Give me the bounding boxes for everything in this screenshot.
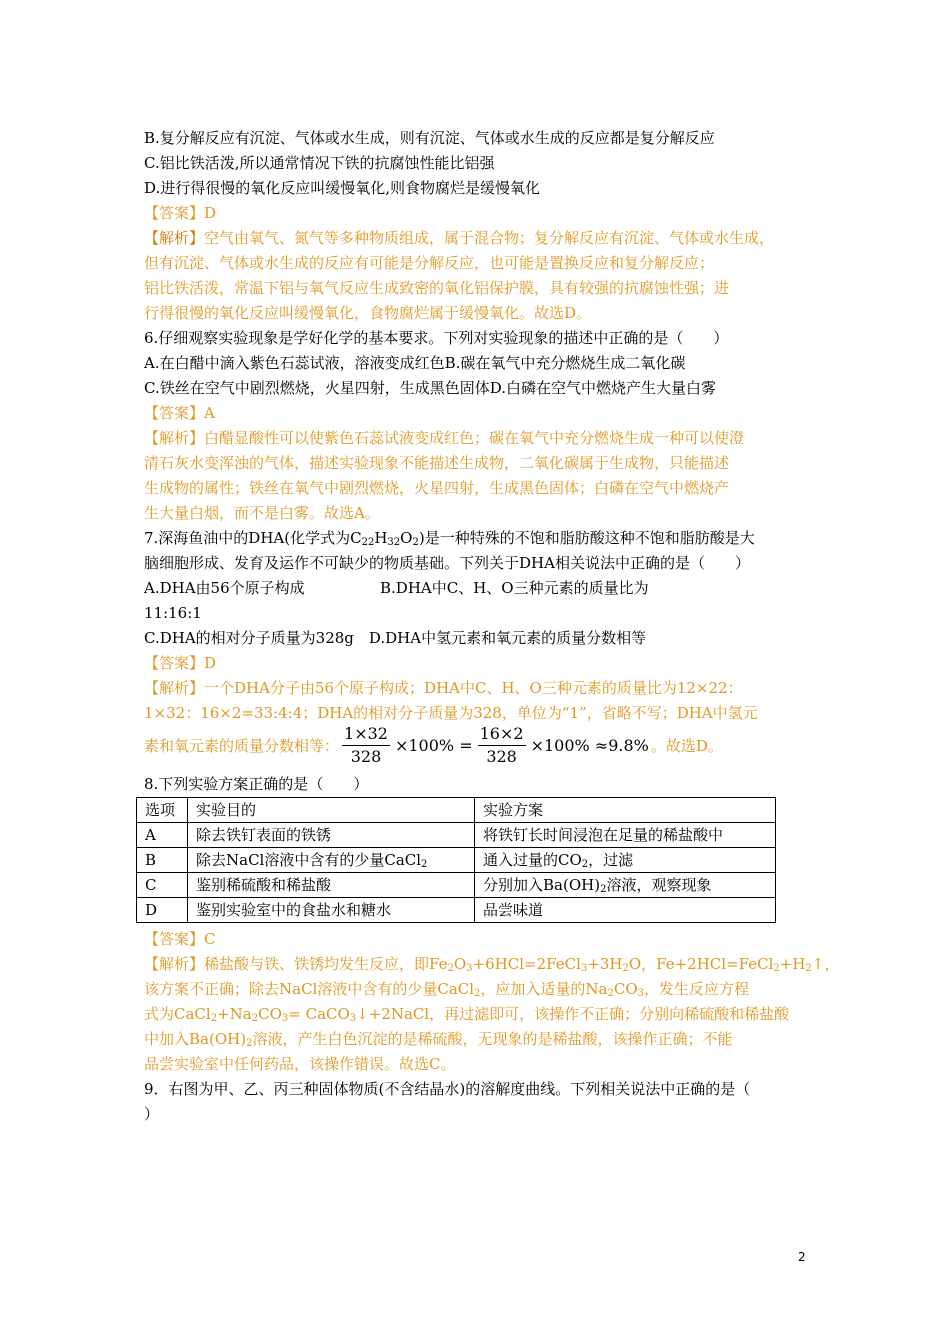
table-row — [137, 848, 776, 873]
q6-options-cd: C.铁丝在空气中剧烈燃烧，火星四射，生成黑色固体D.白磷在空气中燃烧产生大量白雾 — [144, 379, 716, 397]
q7-analysis-line: 1×32：16×2=33:4:4；DHA的相对分子质量为328，单位为“1”，省略不写；DHA中氢元 — [144, 704, 758, 722]
table-header: 实验方案 — [475, 798, 776, 823]
q8-stem: 8.下列实验方案正确的是（ ） — [144, 775, 369, 793]
q8-analysis-line: 中加入$Ba(OH)_2$溶液，产生白色沉淀的是稀硫酸，无现象的是稀盐酸，该操作正确；不能 — [144, 1030, 733, 1049]
q5-option-d: D.进行得很慢的氧化反应叫缓慢氧化,则食物腐烂是缓慢氧化 — [144, 179, 541, 197]
q6-analysis-line: 生大量白烟，而不是白雾。故选A。 — [144, 504, 380, 522]
table-cell: C — [137, 873, 188, 898]
table-header: 选项 — [137, 798, 188, 823]
page-number: 2 — [798, 1250, 806, 1264]
q7-analysis-line: 【解析】一个DHA分子由56个原子构成；DHA中C、H、O三种元素的质量比为12×22： — [144, 679, 743, 697]
table-cell: D — [137, 898, 188, 923]
q7-stem-line1: 7.深海鱼油中的DHA(化学式为$C_{22}H_{32}O_2$)是一种特殊的不饱和脂肪酸这种不饱和脂肪酸是大 — [144, 529, 755, 548]
q8-analysis-line: 【解析】稀盐酸与铁、铁锈均发生反应，即$Fe_2O_3+6HCl=2FeCl_3+3H_2O$，$Fe+2HCl=FeCl_2+H_2↑$， — [144, 955, 840, 974]
table-cell: 鉴别稀硫酸和稀盐酸 — [188, 873, 475, 898]
table-cell: 分别加入$Ba(OH)_2$溶液，观察现象 — [475, 873, 776, 898]
q6-options-ab: A.在白醋中滴入紫色石蕊试液，溶液变成红色B.碳在氧气中充分燃烧生成二氧化碳 — [144, 354, 686, 372]
table-cell: 通入过量的$CO_2$，过滤 — [475, 848, 776, 873]
q5-option-b: B.复分解反应有沉淀、气体或水生成，则有沉淀、气体或水生成的反应都是复分解反应 — [144, 129, 715, 147]
table-cell: B — [137, 848, 188, 873]
q5-analysis-line: 铝比铁活泼，常温下铝与氧气反应生成致密的氧化铝保护膜，具有较强的抗腐蚀性强；进 — [144, 279, 730, 297]
q7-stem-line2: 脑细胞形成、发育及运作不可缺少的物质基础。下列关于DHA相关说法中正确的是（ ） — [144, 554, 750, 572]
table-header: 实验目的 — [188, 798, 475, 823]
q5-analysis-line: 【解析】空气由氧气、氮气等多种物质组成，属于混合物；复分解反应有沉淀、气体或水生成， — [144, 229, 775, 247]
q7-option-b: B.DHA中C、H、O三种元素的质量比为 — [380, 579, 649, 597]
q8-analysis-line: 该方案不正确；除去NaCl溶液中含有的少量CaCl$_2$，应加入适量的$Na_2CO_3$，发生反应方程 — [144, 980, 750, 999]
q6-stem: 6.仔细观察实验现象是学好化学的基本要求。下列对实验现象的描述中正确的是（ ） — [144, 329, 729, 347]
q7-option-a: A.DHA由56个原子构成 — [144, 579, 305, 597]
q8-answer: 【答案】C — [144, 930, 216, 948]
q8-analysis-line: 式为$CaCl_2+Na_2CO_3=$ CaCO$_3$↓+2NaCl，再过滤即可，该操作不正确；分别向稀硫酸和稀盐酸 — [144, 1005, 790, 1024]
q8-analysis-line: 品尝实验室中任何药品，该操作错误。故选C。 — [144, 1055, 456, 1073]
table-header-row — [137, 798, 776, 823]
table-row — [137, 823, 776, 848]
q7-option-b-ratio: 11:16:1 — [144, 604, 202, 622]
fraction-1: $\frac{1\times 32}{328}$ — [344, 723, 388, 766]
q6-answer: 【答案】A — [144, 404, 215, 422]
q6-analysis-line: 清石灰水变浑浊的气体，描述实验现象不能描述生成物，二氧化碳属于生成物，只能描述 — [144, 454, 730, 472]
q6-analysis-line: 【解析】白醋显酸性可以使紫色石蕊试液变成红色；碳在氧气中充分燃烧生成一种可以使澄 — [144, 429, 745, 447]
table-cell: 除去铁钉表面的铁锈 — [188, 823, 475, 848]
table-cell: 品尝味道 — [475, 898, 776, 923]
q8-options-table — [136, 797, 776, 923]
fraction-2: $\frac{16\times 2}{328}$ — [479, 723, 524, 766]
table-row — [137, 873, 776, 898]
q5-analysis-line: 但有沉淀、气体或水生成的反应有可能是分解反应，也可能是置换反应和复分解反应； — [144, 254, 715, 272]
q5-option-c: C.铝比铁活泼,所以通常情况下铁的抗腐蚀性能比铝强 — [144, 154, 495, 172]
table-cell: 将铁钉长时间浸泡在足量的稀盐酸中 — [475, 823, 776, 848]
q6-analysis-line: 生成物的属性；铁丝在氧气中剧烈燃烧，火星四射，生成黑色固体；白磷在空气中燃烧产 — [144, 479, 730, 497]
q5-analysis-line: 行得很慢的氧化反应叫缓慢氧化，食物腐烂属于缓慢氧化。故选D。 — [144, 304, 592, 322]
q9-stem-line1: 9．右图为甲、乙、丙三种固体物质(不含结晶水)的溶解度曲线。下列相关说法中正确的是（ — [144, 1080, 751, 1098]
table-cell: 除去NaCl溶液中含有的少量CaCl$_2$ — [188, 848, 475, 873]
q7-answer: 【答案】D — [144, 654, 217, 672]
q9-stem-line2: ） — [144, 1105, 160, 1123]
table-row — [137, 898, 776, 923]
q5-answer: 【答案】D — [144, 204, 217, 222]
q7-options-cd: C.DHA的相对分子质量为328g D.DHA中氢元素和氧元素的质量分数相等 — [144, 629, 647, 647]
table-cell: 鉴别实验室中的食盐水和糖水 — [188, 898, 475, 923]
q7-mass-fraction-formula: 素和氧元素的质量分数相等： $\frac{1\times 32}{328}$ ×100% = $\frac{16\times 2}{328}$ ×100% ≈9.8% 。故选D。 — [144, 723, 723, 766]
table-cell: A — [137, 823, 188, 848]
